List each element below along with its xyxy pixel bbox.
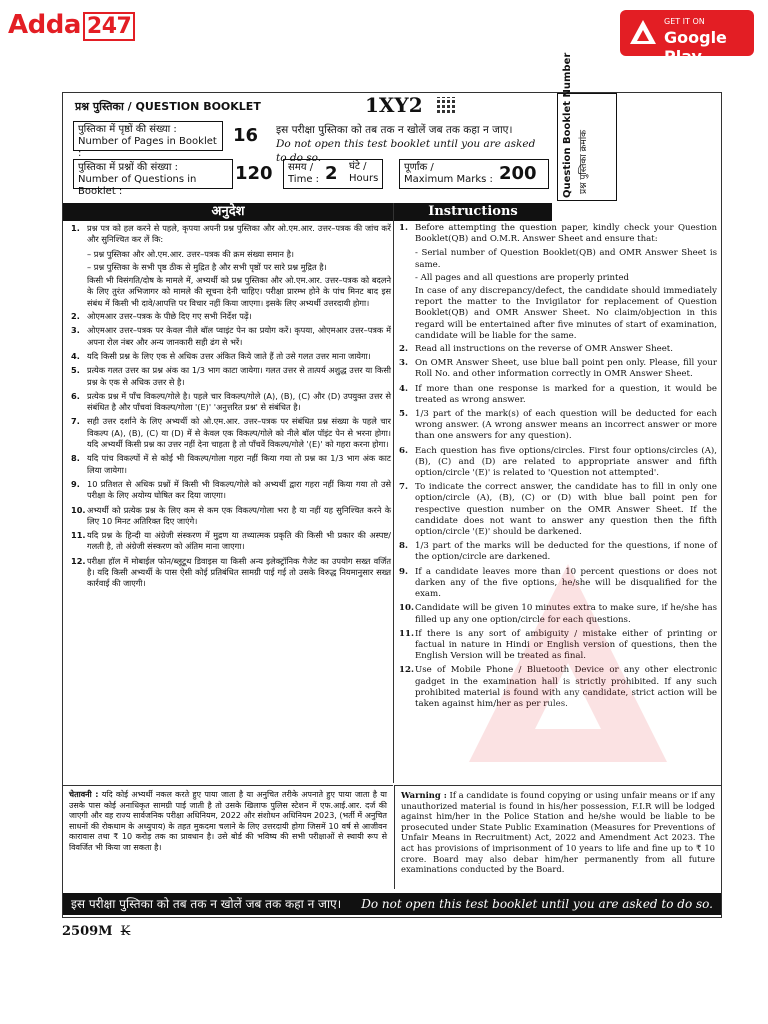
hours-label-hi: घंटे /: [349, 161, 367, 172]
warning-en: [394, 785, 721, 889]
questions-box: [73, 159, 233, 197]
instruction-text: अभ्यर्थी को प्रत्येक प्रश्न के लिए कम से कम एक विकल्प/गोला भरा है या नहीं यह सुनिश्चित करने के लिए 10 मिनट अतिरिक्त दिए जाएंगे।: [87, 504, 391, 526]
warning-text-en: If a candidate is found copying or using unfair means or if any unauthorized material is found in his/her possession, F.I.R will be lodged against him/her in the Police Station and he/she would be liable to be prosecuted under State Public Examination (Measures for Preventions of Unfair Means in Recruitment) Act, 2022 and Amendment Act 2023. The act has provisions of imprisonment of 10 years to life and fine up to ₹ 10 crore. Board may also debar him/her permanently from all future examinations conducted by the Board.: [401, 790, 715, 875]
instruction-number: 11.: [71, 530, 86, 541]
instruction-number: 6.: [71, 390, 80, 401]
instruction-item: [399, 273, 717, 284]
marks-value: 200: [499, 163, 537, 184]
logo-number: 247: [83, 12, 135, 41]
instruction-text: 1/3 part of the marks will be deducted for the questions, if none of the option/circle are darkened.: [415, 541, 717, 563]
play-small-label: GET IT ON: [664, 17, 705, 26]
instruction-item: [399, 629, 717, 663]
instruction-item: [71, 453, 391, 476]
questions-label-en: Number of Questions in Booklet :: [78, 174, 197, 197]
instruction-text: यदि प्रश्न के हिन्दी या अंग्रेजी संस्करण में मुद्रण या तथ्यात्मक प्रकृति की किसी भी प्रकार की अस्पष्ट/गलती है, तो अंग्रेजी संस्करण को अंतिम माना जाएगा।: [87, 530, 391, 552]
booklet-number-hi: प्रश्न पुस्तिका क्रमांक: [579, 129, 589, 194]
instruction-text: यदि पांच विकल्पों में से कोई भी विकल्प/गोला गहरा नहीं किया गया तो प्रश्न का 1/3 भाग अंक काट लिया जायेगा।: [87, 453, 391, 475]
instruction-number: 7.: [71, 416, 80, 427]
instruction-text: Each question has five options/circles. First four options/circles (A), (B), (C) and (D) are related to appropriate answer and fifth option/circle '(E)' is related to 'Question not attempted'.: [415, 445, 717, 479]
pages-value: 16: [233, 125, 259, 146]
warning-hi: [63, 785, 393, 889]
pages-box: [73, 121, 223, 159]
instruction-number: 3.: [71, 325, 80, 336]
instruction-item: [71, 365, 391, 388]
question-booklet-cover: [62, 52, 722, 918]
instruction-item: [399, 446, 717, 480]
instruction-number: 10.: [399, 603, 414, 614]
instruction-item: [399, 482, 717, 538]
instruction-number: 12.: [399, 665, 414, 676]
booklet-number-box: [557, 52, 617, 201]
instructions-band-en: Instructions: [394, 203, 552, 221]
adda247-logo[interactable]: [8, 10, 135, 40]
instructions-band-hi: अनुदेश: [63, 203, 393, 221]
instruction-item: [71, 351, 391, 362]
time-label-en: Time :: [288, 174, 320, 185]
booklet-code: 1XY2: [365, 93, 423, 117]
english-instructions: [399, 223, 717, 713]
instruction-number: 2.: [399, 344, 408, 355]
hours-label: [349, 161, 378, 185]
instruction-text: 10 प्रतिशत से अधिक प्रश्नों में किसी भी विकल्प/गोले को अभ्यर्थी द्वारा गहरा नहीं किया गया तो उसे परीक्षा के लिए अयोग्य घोषित कर दिया जाएगा।: [87, 478, 391, 501]
instruction-number: 9.: [399, 566, 408, 577]
instruction-number: 5.: [71, 365, 80, 376]
notice-en: Do not open this test booklet until you are asked to do so.: [276, 138, 536, 164]
instruction-text: Read all instructions on the reverse of OMR Answer Sheet.: [415, 344, 673, 355]
instruction-item: [71, 275, 391, 309]
instruction-item: [71, 479, 391, 502]
hindi-instructions: [71, 223, 391, 593]
play-big-label: Google Play: [664, 28, 727, 66]
instruction-text: – प्रश्न पुस्तिका के सभी पृष्ठ ठीक से मुद्रित है और सभी पृष्ठों पर सारे प्रश्न मुद्रित है।: [87, 261, 327, 272]
bottom-notice-bar: [63, 893, 721, 915]
instruction-item: [399, 223, 717, 245]
instruction-number: 1.: [71, 223, 80, 233]
instruction-number: 1.: [399, 223, 408, 233]
instruction-item: [399, 665, 717, 710]
instruction-number: 9.: [71, 478, 80, 489]
bottom-notice-en: Do not open this test booklet until you are asked to do so.: [361, 897, 713, 911]
adda-play-icon: [630, 20, 656, 44]
instruction-text: ओएमआर उत्तर–पत्रक के पीछे दिए गए सभी निर्देश पढ़ें।: [87, 311, 252, 322]
instruction-item: [71, 223, 391, 246]
instruction-text: 1/3 part of the mark(s) of each question will be deducted for each wrong answer. (A wrong answer means an incorrect answer or more than one answers for any question).: [415, 409, 717, 442]
instruction-item: [71, 249, 391, 260]
hours-label-en: Hours: [349, 173, 379, 184]
instruction-item: [71, 325, 391, 348]
instruction-text: If there is any sort of ambiguity / mistake either of printing or factual in nature in Hindi or English version of questions, then the English Version will be treated as final.: [415, 628, 717, 662]
instruction-text: Candidate will be given 10 minutes extra to make sure, if he/she has filled up any one option/circle for each questions.: [415, 603, 717, 625]
top-header-bar: [0, 0, 768, 66]
pages-label-en: Number of Pages in Booklet :: [78, 136, 217, 159]
qr-code-overlay: [437, 97, 455, 115]
instruction-text: On OMR Answer Sheet, use blue ball point pen only. Please, fill your Roll No. and other information correctly in OMR Answer Sheet.: [415, 358, 717, 380]
instruction-number: 7.: [399, 482, 408, 493]
instruction-item: [71, 391, 391, 414]
warning-text-hi: यदि कोई अभ्यर्थी नकल करते हुए पाया जाता है या अनुचित तरीके अपनाते हुए पाया जाता है या उसके पास कोई अनाधिकृत सामग्री पाई जाती है तो उसके खिलाफ पुलिस स्टेशन में एफ.आई.आर. दर्ज की जाएगी और वह राज्य सार्वजनिक परीक्षा अधिनियम, 2022 और संशोधन अधिनियम 2023, (भर्ती में अनुचित साधनों की रोकथाम के अध्युपाय) के तहत मुकदमा चलाने के लिए उत्तरदायी होगा जिसमें 10 वर्ष से आजीवन कारावास तथा ₹ 10 करोड़ तक का प्रावधान है। उसे बोर्ड की भविष्य की सभी परीक्षाओं से स्थायी रूप से विवर्जित भी किया जा सकता है।: [69, 790, 388, 852]
instruction-item: [399, 541, 717, 563]
instruction-text: Before attempting the question paper, kindly check your Question Booklet(QB) and O.M.R. Answer Sheet and ensure that:: [415, 223, 717, 245]
instruction-number: 6.: [399, 445, 408, 456]
instruction-item: [399, 603, 717, 625]
booklet-number-en: Question Booklet Number: [562, 52, 573, 198]
instruction-item: [399, 344, 717, 355]
instruction-number: 8.: [71, 453, 80, 464]
notice-hi: इस परीक्षा पुस्तिका को तब तक न खोलें जब तक कहा न जाए।: [276, 124, 513, 136]
instruction-item: [399, 384, 717, 406]
instruction-number: 4.: [399, 383, 408, 394]
footer-code: [62, 924, 130, 939]
instruction-item: [71, 556, 391, 590]
instruction-number: 10.: [71, 504, 86, 515]
instruction-item: [71, 311, 391, 322]
instruction-text: - Serial number of Question Booklet(QB) and OMR Answer Sheet is same.: [415, 248, 717, 270]
instruction-text: In case of any discrepancy/defect, the candidate should immediately report the matter to the Invigilator for replacement of Question Booklet(QB) and OMR Answer Sheet. No claim/objection in this regard will be entertained after five minutes of start of examination, candidate will be liable for the same.: [415, 286, 717, 341]
time-value: 2: [325, 163, 338, 184]
instruction-number: 2.: [71, 311, 80, 322]
instruction-item: [399, 567, 717, 601]
footer-mark: K: [120, 924, 131, 939]
logo-text: Adda: [8, 10, 81, 40]
column-divider: [393, 203, 394, 783]
instruction-text: ओएमआर उत्तर–पत्रक पर केवल नीले बॉल प्वाइंट पेन का प्रयोग करें। कृपया, ओएमआर उत्तर–पत्रक में अपना रोल नंबर और अन्य जानकारी सही ढंग से भरें।: [87, 325, 391, 347]
footer-code-text: 2509M: [62, 924, 113, 939]
instruction-number: 5.: [399, 409, 408, 420]
instruction-item: [399, 248, 717, 270]
instruction-text: यदि किसी प्रश्न के लिए एक से अधिक उत्तर अंकित किये जाते हैं तो उसे गलत उत्तर माना जायेगा।: [87, 350, 371, 361]
warning-label-en: Warning :: [401, 790, 447, 800]
instruction-item: [71, 416, 391, 450]
google-play-button[interactable]: [620, 10, 754, 66]
warning-label-hi: चेतावनी :: [69, 790, 99, 799]
instruction-number: 3.: [399, 358, 408, 369]
questions-value: 120: [235, 163, 273, 184]
instruction-text: Use of Mobile Phone / Bluetooth Device or any other electronic gadget in the examination hall is strictly prohibited. If any such prohibited material is found with any candidate, strict action will be taken against him/her as per rules.: [415, 665, 717, 709]
instruction-text: प्रत्येक प्रश्न में पाँच विकल्प/गोले है। पहले चार विकल्प/गोले (A), (B), (C) और (D) उपयुक्त उत्तर से संबंधित है और पाँचवां विकल्प/गोला '(E)' 'अनुत्तरित प्रश्न' से संबंधित है।: [87, 390, 391, 413]
instruction-text: प्रश्न पत्र को हल करने से पहले, कृपया अपनी प्रश्न पुस्तिका और ओ.एम.आर. उत्तर–पत्रक की जांच करें और सुनिश्चित कर लें कि:: [87, 223, 391, 245]
instruction-item: [71, 530, 391, 553]
marks-label-hi: पूर्णांक /: [404, 162, 434, 173]
instruction-text: किसी भी विसंगति/दोष के मामले में, अभ्यर्थी को प्रश्न पुस्तिका और ओ.एम.आर. उत्तर–पत्रक को बदलने के लिए तुरंत अभिजागर को मामले की सूचना देनी चाहिए। परीक्षा प्रारम्भ होने के पांच मिनट बाद इस संबंध में किसी भी दावे/आपत्ति पर विचार नहीं किया जाएगा। इसके लिए अभ्यर्थी उत्तरदायी होगा।: [87, 275, 391, 308]
instruction-item: [399, 409, 717, 443]
instruction-item: [71, 262, 391, 273]
instruction-text: परीक्षा हॉल में मोबाईल फोन/ब्लूटूथ डिवाइस या किसी अन्य इलेक्ट्रॉनिक गैजेट का उपयोग सख्त वर्जित है। यदि किसी अभ्यर्थी के पास ऐसी कोई प्रतिबंधित सामग्री पाई गई तो उसके विरुद्ध नियमानुसार सख्त कार्रवाई की जाएगी।: [87, 555, 391, 589]
booklet-title: प्रश्न पुस्तिका / QUESTION BOOKLET: [75, 100, 261, 113]
instruction-item: [71, 505, 391, 528]
instruction-text: - All pages and all questions are properly printed: [415, 272, 630, 283]
marks-label-en: Maximum Marks :: [404, 174, 493, 185]
instruction-number: 12.: [71, 555, 86, 566]
instruction-item: [399, 358, 717, 380]
instruction-text: To indicate the correct answer, the candidate has to fill in only one option/circle (A), (B), (C) or (D) with blue ball point pen for respective question number on the OMR Answer Sheet. If the candidate does not want to answer any question then the fifth option/circle '(E)' should be darkened.: [415, 482, 717, 538]
instruction-number: 8.: [399, 541, 408, 552]
instruction-text: If more than one response is marked for a question, it would be treated as wrong answer.: [415, 383, 717, 405]
bottom-notice-hi: इस परीक्षा पुस्तिका को तब तक न खोलें जब तक कहा न जाए।: [71, 897, 342, 911]
instruction-text: If a candidate leaves more than 10 percent questions or does not darken any of the five options, he/she will be disqualified for the exam.: [415, 566, 717, 600]
instruction-text: प्रत्येक गलत उत्तर का प्रश्न अंक का 1/3 भाग काटा जायेगा। गलत उत्तर से तात्पर्य अशुद्ध उत्तर या किसी प्रश्न के एक से अधिक उत्तर से है।: [87, 365, 391, 387]
instruction-text: – प्रश्न पुस्तिका और ओ.एम.आर. उत्तर–पत्रक की क्रम संख्या समान है।: [87, 248, 295, 259]
instruction-number: 4.: [71, 350, 80, 361]
questions-label-hi: पुस्तिका में प्रश्नों की संख्या :: [78, 162, 178, 173]
time-label-hi: समय /: [288, 162, 314, 173]
pages-label-hi: पुस्तिका में पृष्ठों की संख्या :: [78, 124, 177, 135]
instruction-text: सही उत्तर दर्शाने के लिए अभ्यर्थी को ओ.एम.आर. उत्तर–पत्रक पर संबंधित प्रश्न संख्या के पहले चार विकल्प (A), (B), (C) या (D) में से केवल एक विकल्प/गोले को नीले बॉल पॉइंट पेन से भरना होगा। यदि अभ्यर्थी किसी प्रश्न का उत्तर नहीं देना चाहता है तो पाँचवें विकल्प/गोले '(E)' को गहरा करना होगा।: [87, 416, 391, 450]
instruction-number: 11.: [399, 628, 414, 639]
instruction-item: [399, 286, 717, 342]
